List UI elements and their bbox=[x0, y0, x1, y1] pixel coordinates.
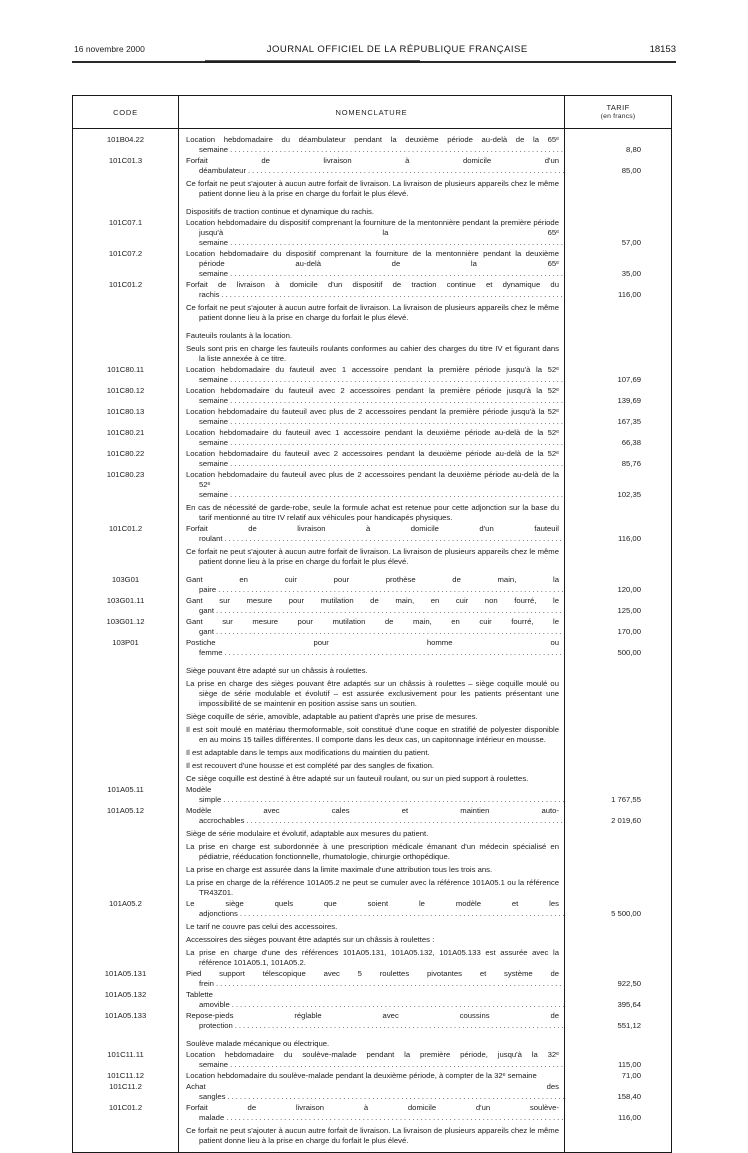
note-row bbox=[73, 344, 671, 364]
code-cell: 101A05.131 bbox=[104, 969, 147, 978]
note-row bbox=[73, 829, 671, 839]
nomenclature-cell bbox=[178, 865, 565, 875]
nomenclature-text: Forfait de livraison à domicile d'un dispositif de traction continue et dynamique du rachis ..... bbox=[186, 280, 559, 300]
scan-artifact bbox=[205, 60, 420, 63]
tarif-cell: 35,00 bbox=[621, 269, 641, 278]
nomenclature-cell bbox=[178, 748, 565, 758]
nomenclature-cell bbox=[178, 1011, 565, 1031]
note-row bbox=[73, 935, 671, 945]
nomenclature-text: Siège coquille de série, amovible, adaptable au patient d'après une prise de mesures. bbox=[186, 712, 478, 721]
table-row bbox=[73, 899, 671, 919]
tarif-cell: 5 500,00 bbox=[611, 909, 641, 918]
nomenclature-text: La prise en charge des sièges pouvant être adaptés sur un châssis à roulettes – siège coquille moulé ou siège de série modulable et évolutif – est assurée exclusivement pour les patients présentant une impossibilité de se maintenir en position assise sans un soutien. bbox=[186, 679, 559, 708]
nomenclature-text: La prise en charge d'une des références 101A05.131, 101A05.132, 101A05.133 est assurée avec la référence 101A05.1, 101A05.2. bbox=[186, 948, 559, 967]
nomenclature-text: Location hebdomadaire du soulève-malade pendant la deuxième période, à compter de la 32ᵉ semaine bbox=[186, 1071, 537, 1080]
nomenclature-cell bbox=[178, 575, 565, 595]
table-row bbox=[73, 617, 671, 637]
tarif-cell: 85,76 bbox=[621, 459, 641, 468]
section-heading-row bbox=[73, 331, 671, 341]
column-divider bbox=[178, 96, 179, 1152]
note-row bbox=[73, 679, 671, 709]
nomenclature-text: Ce forfait ne peut s'ajouter à aucun autre forfait de livraison. La livraison de plusieurs appareils chez le même patient donne lieu à la prise en charge du forfait le plus élevé. bbox=[186, 179, 559, 198]
nomenclature-text: Ce forfait ne peut s'ajouter à aucun autre forfait de livraison. La livraison de plusieurs appareils chez le même patient donne lieu à la prise en charge du forfait le plus élevé. bbox=[186, 1126, 559, 1145]
code-cell: 103G01 bbox=[111, 575, 140, 584]
table-row bbox=[73, 1050, 671, 1070]
nomenclature-text: Soulève malade mécanique ou électrique. bbox=[186, 1039, 330, 1048]
table-header bbox=[73, 96, 671, 129]
note-row bbox=[73, 761, 671, 771]
nomenclature-text: Repose-pieds réglable avec coussins de protection ..... bbox=[186, 1011, 559, 1031]
nomenclature-cell bbox=[178, 969, 565, 989]
code-cell: 101C11.11 bbox=[107, 1050, 144, 1059]
nomenclature-cell bbox=[178, 218, 565, 248]
note-row bbox=[73, 725, 671, 745]
nomenclature-cell bbox=[178, 365, 565, 385]
nomenclature-text: Il est adaptable dans le temps aux modifications du maintien du patient. bbox=[186, 748, 430, 757]
column-header-tarif bbox=[565, 103, 671, 121]
nomenclature-text: Forfait de livraison à domicile d'un fauteuil roulant ..... bbox=[186, 524, 559, 544]
table-row bbox=[73, 1071, 671, 1081]
nomenclature-cell bbox=[178, 935, 565, 945]
nomenclature-cell bbox=[178, 725, 565, 745]
table-row bbox=[73, 249, 671, 279]
table-body bbox=[73, 129, 671, 1152]
nomenclature-text: Location hebdomadaire du fauteuil avec 1 accessoire pendant la deuxième période au-delà de la 52ᵉ semaine ..... bbox=[186, 428, 559, 448]
tarif-cell: 57,00 bbox=[621, 238, 641, 247]
note-row bbox=[73, 922, 671, 932]
table-row bbox=[73, 449, 671, 469]
table-row bbox=[73, 407, 671, 427]
table-row bbox=[73, 596, 671, 616]
nomenclature-cell bbox=[178, 407, 565, 427]
nomenclature-cell bbox=[178, 679, 565, 709]
code-cell: 101C80.11 bbox=[106, 365, 145, 374]
tarif-cell: 2 019,60 bbox=[611, 816, 641, 825]
code-cell: 101A05.132 bbox=[104, 990, 147, 999]
note-row bbox=[73, 878, 671, 898]
table-row bbox=[73, 156, 671, 176]
nomenclature-cell bbox=[178, 806, 565, 826]
table-row bbox=[73, 1011, 671, 1031]
code-cell: 101C11.2 bbox=[109, 1082, 142, 1091]
note-row bbox=[73, 503, 671, 523]
nomenclature-text: Le tarif ne couvre pas celui des accessoires. bbox=[186, 922, 338, 931]
table-row bbox=[73, 365, 671, 385]
code-cell: 101A05.12 bbox=[106, 806, 145, 815]
code-cell: 101C80.13 bbox=[106, 407, 145, 416]
note-row bbox=[73, 948, 671, 968]
code-cell: 101C01.2 bbox=[108, 524, 143, 533]
nomenclature-text: Il est soit moulé en matériau thermoformable, soit constitué d'une coque en stratifié de polyester disponible en au moins 15 tailles différentes. Il comporte dans les deux cas, un capitonnage intérieur en mousse. bbox=[186, 725, 559, 744]
nomenclature-cell bbox=[178, 449, 565, 469]
nomenclature-cell bbox=[178, 774, 565, 784]
nomenclature-text: Location hebdomadaire du fauteuil avec 1 accessoire pendant la première période jusqu'à la 52ᵉ semaine ..... bbox=[186, 365, 559, 385]
nomenclature-cell bbox=[178, 1126, 565, 1146]
nomenclature-cell bbox=[178, 948, 565, 968]
nomenclature-cell bbox=[178, 1082, 565, 1102]
nomenclature-cell bbox=[178, 1103, 565, 1123]
note-row bbox=[73, 865, 671, 875]
nomenclature-text: Pied support télescopique avec 5 roulettes pivotantes et système de frein ..... bbox=[186, 969, 559, 989]
nomenclature-text: Location hebdomadaire du fauteuil avec 2 accessoires pendant la première période jusqu'à la 52ᵉ semaine ..... bbox=[186, 386, 559, 406]
note-row bbox=[73, 842, 671, 862]
page-number: 18153 bbox=[649, 44, 676, 55]
table-row bbox=[73, 135, 671, 155]
nomenclature-cell bbox=[178, 785, 565, 805]
table-row bbox=[73, 218, 671, 248]
nomenclature-cell bbox=[178, 207, 565, 217]
code-cell: 101C11.12 bbox=[106, 1071, 145, 1080]
note-row bbox=[73, 748, 671, 758]
tarif-cell: 158,40 bbox=[617, 1092, 641, 1101]
nomenclature-text: Ce forfait ne peut s'ajouter à aucun autre forfait de livraison. La livraison de plusieurs appareils chez le même patient donne lieu à la prise en charge du forfait le plus élevé. bbox=[186, 547, 559, 566]
nomenclature-text: Gant en cuir pour prothèse de main, la paire ..... bbox=[186, 575, 559, 595]
nomenclature-cell bbox=[178, 617, 565, 637]
tarif-cell: 1 767,55 bbox=[611, 795, 641, 804]
code-cell: 101C07.2 bbox=[108, 249, 143, 258]
section-heading-row bbox=[73, 207, 671, 217]
journal-date: 16 novembre 2000 bbox=[74, 44, 145, 54]
nomenclature-text: Accessoires des sièges pouvant être adaptés sur un châssis à roulettes : bbox=[186, 935, 435, 944]
tarif-unit-label: (en francs) bbox=[600, 113, 636, 120]
nomenclature-cell bbox=[178, 878, 565, 898]
nomenclature-cell bbox=[178, 135, 565, 155]
nomenclature-cell bbox=[178, 1039, 565, 1049]
table-row bbox=[73, 524, 671, 544]
nomenclature-text: Location hebdomadaire du soulève-malade pendant la première période, jusqu'à la 32ᵉ semaine ..... bbox=[186, 1050, 559, 1070]
tarif-cell: 500,00 bbox=[617, 648, 641, 657]
nomenclature-cell bbox=[178, 524, 565, 544]
nomenclature-text: Ce forfait ne peut s'ajouter à aucun autre forfait de livraison. La livraison de plusieurs appareils chez le même patient donne lieu à la prise en charge du forfait le plus élevé. bbox=[186, 303, 559, 322]
code-cell: 103G01.12 bbox=[106, 617, 145, 626]
tariff-table bbox=[72, 95, 672, 1153]
code-cell: 103G01.11 bbox=[106, 596, 145, 605]
nomenclature-cell bbox=[178, 249, 565, 279]
nomenclature-cell bbox=[178, 1071, 565, 1081]
tarif-cell: 922,50 bbox=[617, 979, 641, 988]
column-header-nomenclature: NOMENCLATURE bbox=[335, 107, 408, 117]
table-row bbox=[73, 575, 671, 595]
nomenclature-text: Siège pouvant être adapté sur un châssis à roulettes. bbox=[186, 666, 368, 675]
code-cell: 101B04.22 bbox=[106, 135, 145, 144]
nomenclature-text: Siège de série modulaire et évolutif, adaptable aux mesures du patient. bbox=[186, 829, 429, 838]
page-header bbox=[74, 44, 676, 55]
nomenclature-cell bbox=[178, 280, 565, 300]
nomenclature-cell bbox=[178, 428, 565, 448]
nomenclature-cell bbox=[178, 899, 565, 919]
section-heading-row bbox=[73, 666, 671, 676]
column-header-code: CODE bbox=[113, 107, 138, 117]
tarif-cell: 120,00 bbox=[617, 585, 641, 594]
tarif-cell: 8,80 bbox=[626, 145, 641, 154]
nomenclature-text: En cas de nécessité de garde-robe, seule la formule achat est retenue pour cette adjonction sur la base du tarif mentionné au titre IV relatif aux véhicules pour handicapés physiques. bbox=[186, 503, 559, 522]
code-cell: 101A05.11 bbox=[107, 785, 144, 794]
nomenclature-cell bbox=[178, 386, 565, 406]
nomenclature-cell bbox=[178, 842, 565, 862]
tarif-cell: 125,00 bbox=[617, 606, 641, 615]
nomenclature-text: Fauteuils roulants à la location. bbox=[186, 331, 292, 340]
nomenclature-text: Location hebdomadaire du déambulateur pendant la deuxième période au-delà de la 65ᵉ semaine ..... bbox=[186, 135, 559, 155]
nomenclature-cell bbox=[178, 156, 565, 176]
tarif-cell: 107,69 bbox=[617, 375, 641, 384]
note-row bbox=[73, 1126, 671, 1146]
note-row bbox=[73, 303, 671, 323]
nomenclature-text: Tablette amovible ..... bbox=[186, 990, 559, 1010]
tarif-cell: 85,00 bbox=[621, 166, 641, 175]
nomenclature-text: Location hebdomadaire du fauteuil avec 2 accessoires pendant la deuxième période au-delà de la 52ᵉ semaine ..... bbox=[186, 449, 559, 469]
nomenclature-text: La prise en charge est subordonnée à une prescription médicale émanant d'un médecin spécialisé en pédiatrie, rééducation fonctionnelle, rhumatologie, chirurgie orthopédique. bbox=[186, 842, 559, 861]
tarif-cell: 167,35 bbox=[617, 417, 641, 426]
nomenclature-text: Dispositifs de traction continue et dynamique du rachis. bbox=[186, 207, 375, 216]
nomenclature-text: Location hebdomadaire du dispositif comprenant la fourniture de la mentonnière pendant la deuxième période au-delà de la 65ᵉ semaine ..... bbox=[186, 249, 559, 279]
table-row bbox=[73, 785, 671, 805]
table-row bbox=[73, 806, 671, 826]
code-cell: 101C01.3 bbox=[108, 156, 143, 165]
table-row bbox=[73, 280, 671, 300]
tarif-cell: 116,00 bbox=[618, 534, 641, 543]
code-cell: 101C80.21 bbox=[106, 428, 145, 437]
nomenclature-text: Location hebdomadaire du fauteuil avec plus de 2 accessoires pendant la deuxième période au-delà de la 52ᵉ semaine ..... bbox=[186, 470, 559, 500]
table-row bbox=[73, 386, 671, 406]
nomenclature-cell bbox=[178, 344, 565, 364]
table-row bbox=[73, 969, 671, 989]
nomenclature-cell bbox=[178, 666, 565, 676]
nomenclature-cell bbox=[178, 829, 565, 839]
nomenclature-cell bbox=[178, 470, 565, 500]
nomenclature-cell bbox=[178, 503, 565, 523]
tarif-cell: 116,00 bbox=[618, 290, 641, 299]
nomenclature-text: Postiche pour homme ou femme ..... bbox=[186, 638, 559, 658]
nomenclature-text: Seuls sont pris en charge les fauteuils roulants conformes au cahier des charges du titre IV et figurant dans la liste annexée à ce titre. bbox=[186, 344, 559, 363]
note-row bbox=[73, 712, 671, 722]
table-row bbox=[73, 428, 671, 448]
code-cell: 101A05.133 bbox=[104, 1011, 147, 1020]
tarif-label: TARIF bbox=[606, 103, 630, 112]
section-heading-row bbox=[73, 1039, 671, 1049]
nomenclature-text: Location hebdomadaire du dispositif comprenant la fourniture de la mentonnière pendant la première période jusqu'à la 65ᵉ semaine ..... bbox=[186, 218, 559, 248]
nomenclature-text: Forfait de livraison à domicile d'un soulève-malade ..... bbox=[186, 1103, 559, 1123]
nomenclature-text: Modèle avec cales et maintien auto-accrochables ..... bbox=[186, 806, 559, 826]
nomenclature-text: La prise en charge de la référence 101A05.2 ne peut se cumuler avec la référence 101A05.1 ou la référence TR43Z01. bbox=[186, 878, 559, 897]
nomenclature-text: Location hebdomadaire du fauteuil avec plus de 2 accessoires pendant la première période jusqu'à la 52ᵉ semaine ..... bbox=[186, 407, 559, 427]
journal-title: JOURNAL OFFICIEL DE LA RÉPUBLIQUE FRANÇAISE bbox=[266, 44, 528, 55]
tarif-cell: 115,00 bbox=[618, 1060, 641, 1069]
note-row bbox=[73, 179, 671, 199]
tarif-cell: 116,00 bbox=[618, 1113, 641, 1122]
tarif-cell: 102,35 bbox=[617, 490, 641, 499]
nomenclature-text: Ce siège coquille est destiné à être adapté sur un fauteuil roulant, ou sur un pied support à roulettes. bbox=[186, 774, 529, 783]
nomenclature-text: La prise en charge est assurée dans la limite maximale d'une attribution tous les trois ans. bbox=[186, 865, 493, 874]
nomenclature-cell bbox=[178, 990, 565, 1010]
nomenclature-cell bbox=[178, 712, 565, 722]
nomenclature-cell bbox=[178, 596, 565, 616]
code-cell: 103P01 bbox=[112, 638, 139, 647]
nomenclature-text: Gant sur mesure pour mutilation de main, en cuir non fourré, le gant ..... bbox=[186, 596, 559, 616]
nomenclature-cell bbox=[178, 179, 565, 199]
tarif-cell: 551,12 bbox=[617, 1021, 641, 1030]
code-cell: 101C80.23 bbox=[106, 470, 145, 479]
code-cell: 101C01.2 bbox=[108, 280, 143, 289]
nomenclature-cell bbox=[178, 303, 565, 323]
nomenclature-text: Gant sur mesure pour mutilation de main, en cuir fourré, le gant ..... bbox=[186, 617, 559, 637]
nomenclature-text: Achat des sangles ..... bbox=[186, 1082, 559, 1102]
nomenclature-cell bbox=[178, 331, 565, 341]
nomenclature-text: Il est recouvert d'une housse et est complété par des sangles de fixation. bbox=[186, 761, 435, 770]
table-row bbox=[73, 990, 671, 1010]
table-row bbox=[73, 1103, 671, 1123]
tarif-cell: 71,00 bbox=[621, 1071, 641, 1080]
code-cell: 101A05.2 bbox=[109, 899, 142, 908]
nomenclature-cell bbox=[178, 638, 565, 658]
code-cell: 101C80.12 bbox=[106, 386, 145, 395]
tarif-cell: 66,38 bbox=[621, 438, 641, 447]
table-row bbox=[73, 1082, 671, 1102]
note-row bbox=[73, 774, 671, 784]
code-cell: 101C01.2 bbox=[108, 1103, 143, 1112]
code-cell: 101C07.1 bbox=[108, 218, 143, 227]
tarif-cell: 395,64 bbox=[617, 1000, 641, 1009]
table-row bbox=[73, 470, 671, 500]
tarif-cell: 170,00 bbox=[617, 627, 641, 636]
nomenclature-text: Forfait de livraison à domicile d'un déambulateur ..... bbox=[186, 156, 559, 176]
nomenclature-cell bbox=[178, 761, 565, 771]
nomenclature-cell bbox=[178, 547, 565, 567]
column-divider bbox=[564, 96, 565, 1152]
code-cell: 101C80.22 bbox=[106, 449, 145, 458]
nomenclature-text: Le siège quels que soient le modèle et les adjonctions ..... bbox=[186, 899, 559, 919]
table-row bbox=[73, 638, 671, 658]
nomenclature-cell bbox=[178, 1050, 565, 1070]
note-row bbox=[73, 547, 671, 567]
tarif-cell: 139,69 bbox=[617, 396, 641, 405]
nomenclature-cell bbox=[178, 922, 565, 932]
nomenclature-text: Modèle simple ..... bbox=[186, 785, 559, 805]
